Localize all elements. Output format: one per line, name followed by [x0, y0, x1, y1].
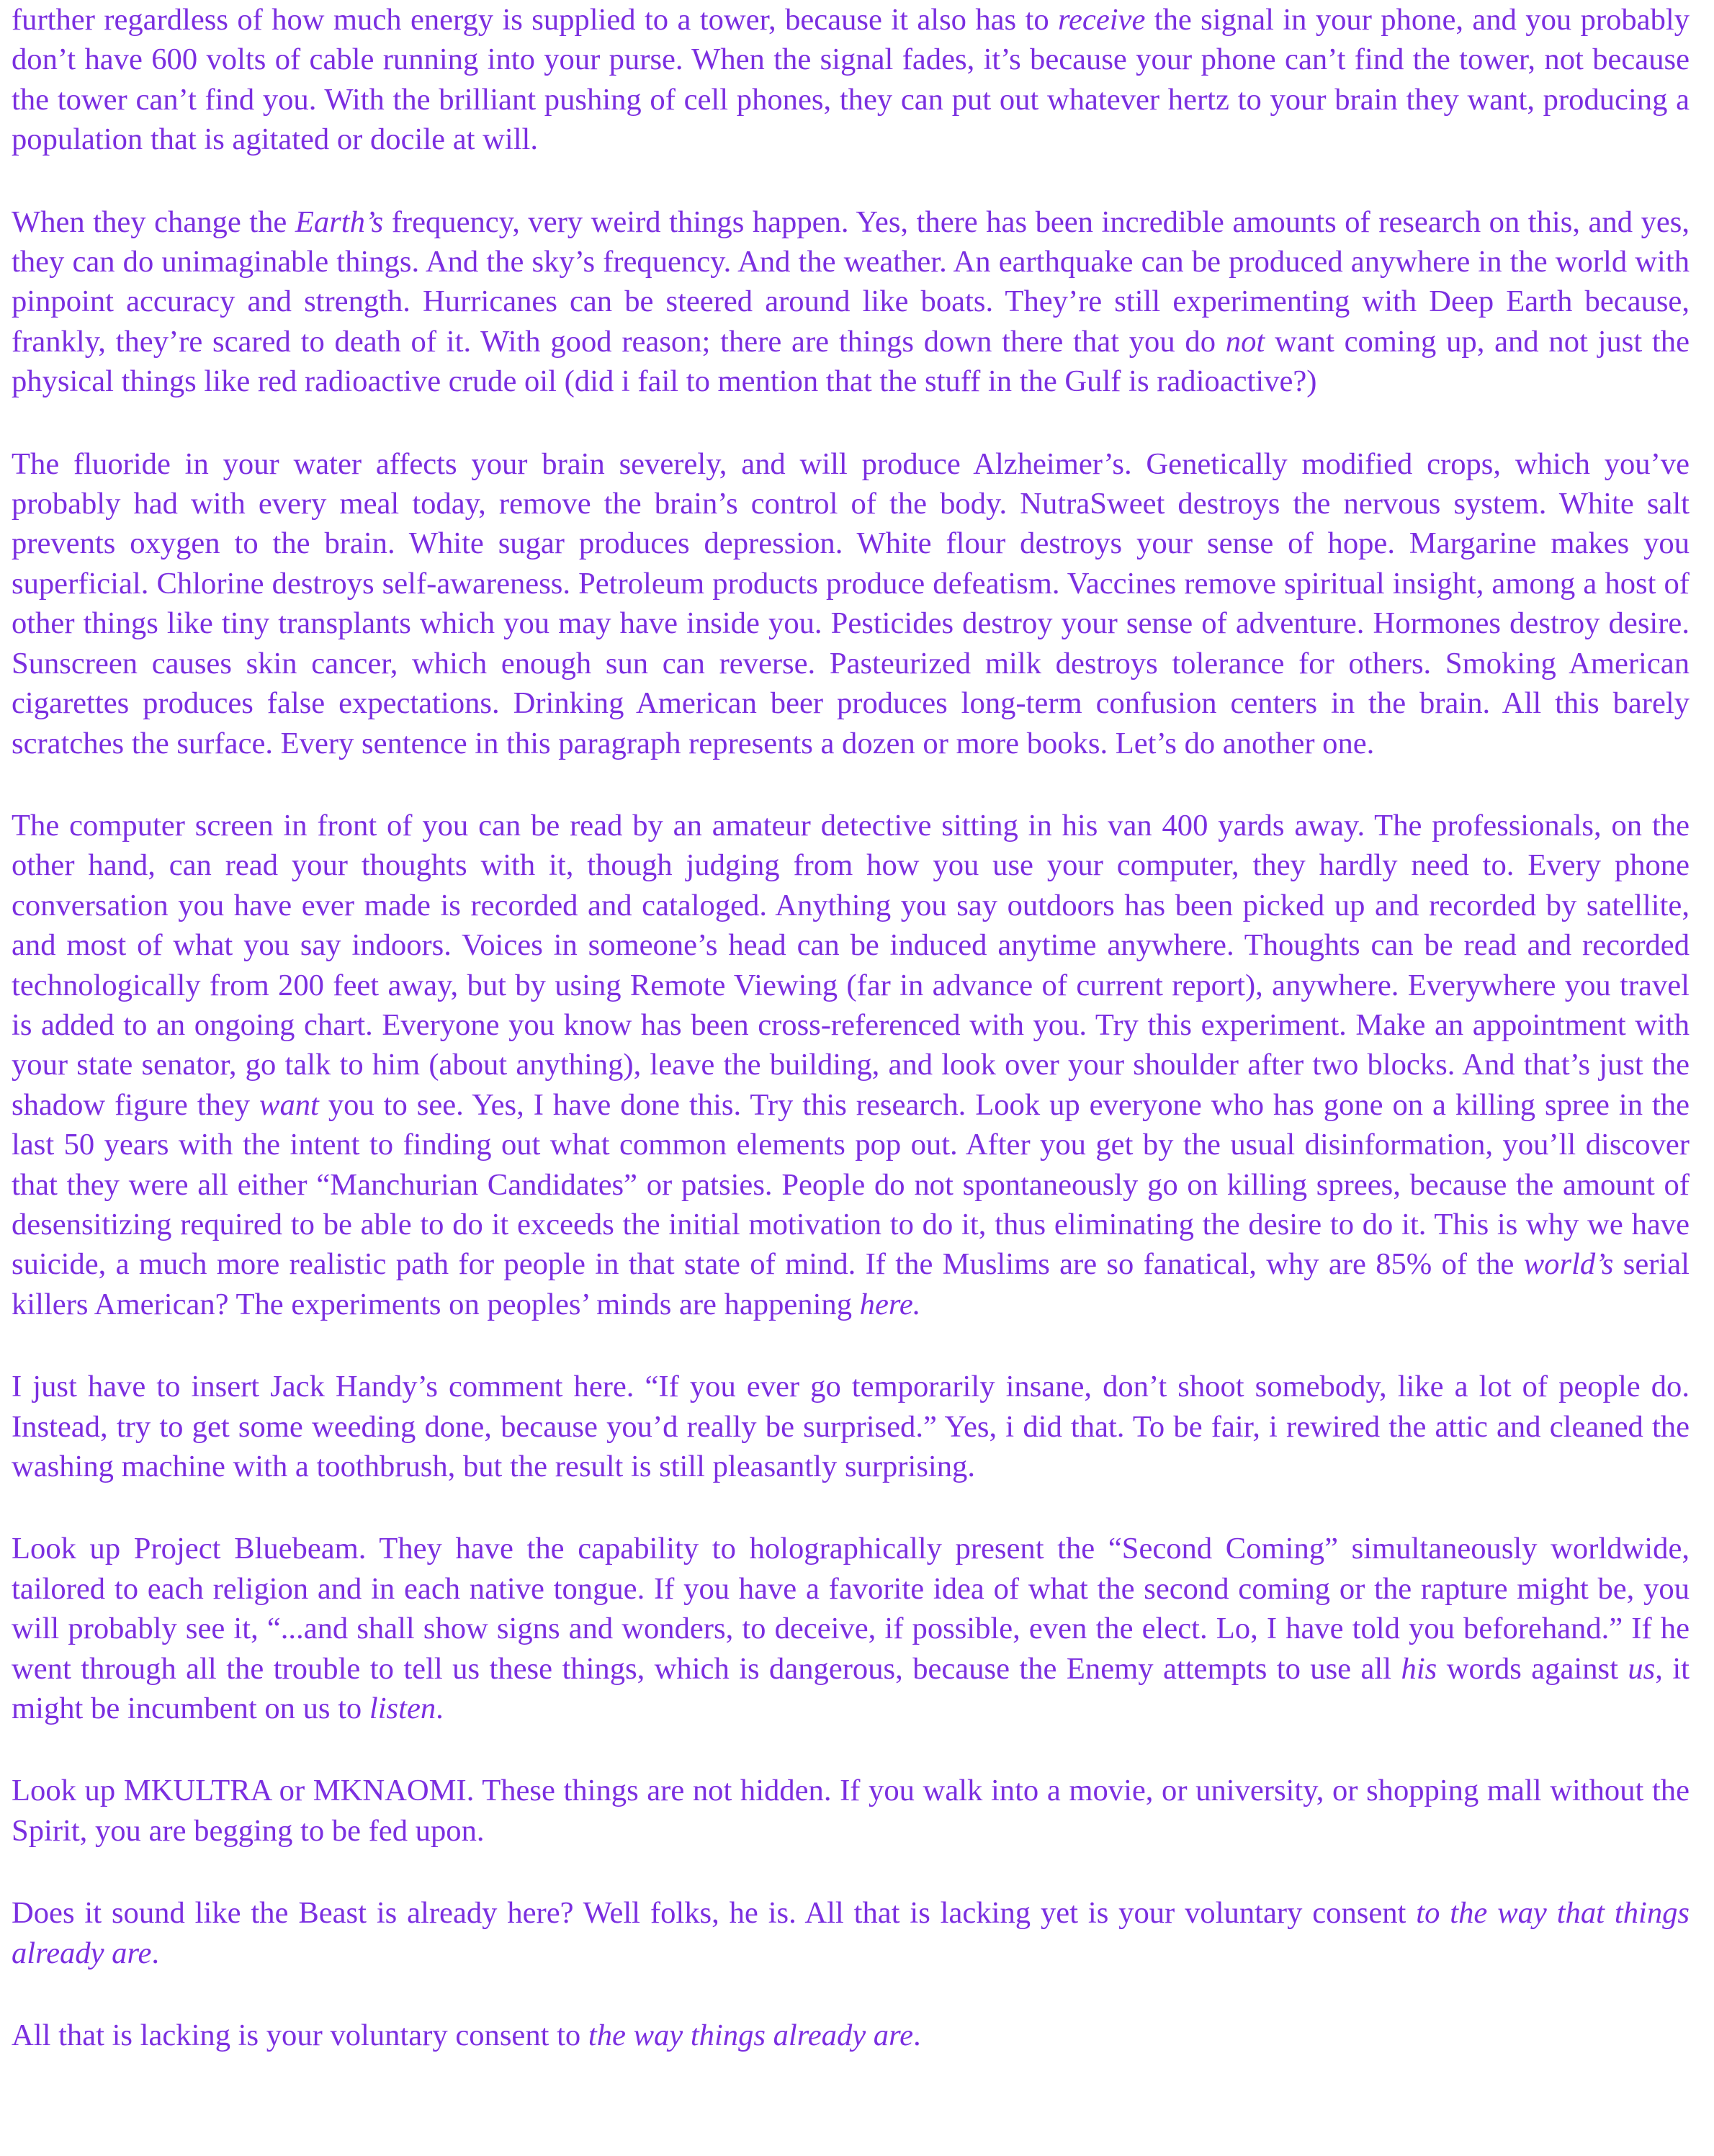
document-body	[12, 0, 1690, 2055]
text-run: .	[436, 1692, 444, 1726]
paragraph	[12, 1529, 1690, 1728]
text-run: Does it sound like the Beast is already here? Well folks, he is. All that is lacking yet is your voluntary consent	[12, 1896, 1417, 1931]
italic-text: here.	[859, 1287, 921, 1321]
italic-text: to the way that things already are	[12, 1896, 1690, 1970]
text-run: The fluoride in your water affects your brain severely, and will produce Alzheimer’s. Genetically modified crops, which you’ve probably had with every meal today, remove the brain’s control of the body. NutraSweet destroys the nervous system. White salt prevents oxygen to the brain. White sugar produces depression. White flour destroys your sense of hope. Margarine makes you superficial. Chlorine destroys self-awareness. Petroleum products produce defeatism. Vaccines remove spiritual insight, among a host of other things like tiny transplants which you may have inside you. Pesticides destroy your sense of adventure. Hormones destroy desire. Sunscreen causes skin cancer, which enough sun can reverse. Pasteurized milk destroys tolerance for others. Smoking American cigarettes produces false expectations. Drinking American beer produces long-term confusion centers in the brain. All this barely scratches the surface. Every sentence in this paragraph represents a dozen or more books. Let’s do another one.	[12, 446, 1690, 760]
paragraph	[12, 202, 1690, 402]
text-run: words against	[1437, 1651, 1628, 1686]
italic-text: us	[1628, 1651, 1656, 1686]
italic-text: his	[1401, 1651, 1437, 1686]
text-run: Look up MKULTRA or MKNAOMI. These things are not hidden. If you walk into a movie, or university, or shopping mall without the Spirit, you are begging to be fed upon.	[12, 1774, 1690, 1848]
text-run: .	[913, 2018, 921, 2053]
paragraph	[12, 806, 1690, 1324]
paragraph	[12, 2016, 1690, 2055]
text-run: .	[151, 1936, 160, 1970]
italic-text: world’s	[1523, 1247, 1614, 1282]
italic-text: the way things already are	[588, 2018, 913, 2053]
paragraph	[12, 1771, 1690, 1851]
paragraph	[12, 1893, 1690, 1973]
paragraph	[12, 444, 1690, 763]
text-run: Look up Project Bluebeam. They have the capability to holographically present the “Second Coming” simultaneously worldwide, tailored to each religion and in each native tongue. If you have a favorite idea of what the second coming or the rapture might be, you will probably see it, “...and shall show signs and wonders, to deceive, if possible, even the elect. Lo, I have told you beforehand.” If he went through all the trouble to tell us these things, which is dangerous, because the Enemy attempts to use all	[12, 1532, 1690, 1686]
text-run: When they change the	[12, 205, 295, 239]
text-run: I just have to insert Jack Handy’s comment here. “If you ever go temporarily insane, don’t shoot somebody, like a lot of people do. Instead, try to get some weeding done, because you’d really be surprised.” Yes, i did that. To be fair, i rewired the attic and cleaned the washing machine with a toothbrush, but the result is still pleasantly surprising.	[12, 1370, 1690, 1483]
text-run: further regardless of how much energy is supplied to a tower, because it also has to	[12, 3, 1059, 37]
paragraph	[12, 0, 1690, 160]
text-run: , it might be incumbent on us to	[12, 1651, 1690, 1726]
text-run: The computer screen in front of you can be read by an amateur detective sitting in his van 400 yards away. The professionals, on the other hand, can read your thoughts with it, though judging from how you use your computer, they hardly need to. Every phone conversation you have ever made is recorded and cataloged. Anything you say outdoors has been picked up and recorded by satellite, and most of what you say indoors. Voices in someone’s head can be induced anytime anywhere. Thoughts can be read and recorded technologically from 200 feet away, but by using Remote Viewing (far in advance of current report), anywhere. Everywhere you travel is added to an ongoing chart. Everyone you know has been cross-referenced with you. Try this experiment. Make an appointment with your state senator, go talk to him (about anything), leave the building, and look over your shoulder after two blocks. And that’s just the shadow figure they	[12, 808, 1690, 1122]
italic-text: listen	[369, 1692, 436, 1726]
text-run: frequency, very weird things happen. Yes, there has been incredible amounts of research on this, and yes, they can do unimaginable things. And the sky’s frequency. And the weather. An earthquake can be produced anywhere in the world with pinpoint accuracy and strength. Hurricanes can be steered around like boats. They’re still experimenting with Deep Earth because, frankly, they’re scared to death of it. With good reason; there are things down there that you do	[12, 205, 1690, 359]
paragraph	[12, 1367, 1690, 1486]
text-run: serial killers American? The experiments on peoples’ minds are happening	[12, 1247, 1690, 1321]
text-run: the signal in your phone, and you probably don’t have 600 volts of cable running into your purse. When the signal fades, it’s because your phone can’t find the tower, not because the tower can’t find you. With the brilliant pushing of cell phones, they can put out whatever hertz to your brain they want, producing a population that is agitated or docile at will.	[12, 3, 1690, 157]
italic-text: not	[1225, 324, 1265, 359]
text-run: you to see. Yes, I have done this. Try this research. Look up everyone who has gone on a killing spree in the last 50 years with the intent to finding out what common elements pop out. After you get by the usual disinformation, you’ll discover that they were all either “Manchurian Candidates” or patsies. People do not spontaneously go on killing sprees, because the amount of desensitizing required to be able to do it exceeds the initial motivation to do it, thus eliminating the desire to do it. This is why we have suicide, a much more realistic path for people in that state of mind. If the Muslims are so fanatical, why are 85% of the	[12, 1087, 1690, 1282]
text-run: All that is lacking is your voluntary consent to	[12, 2018, 588, 2053]
italic-text: receive	[1058, 3, 1146, 37]
italic-text: want	[259, 1087, 319, 1122]
text-run: want coming up, and not just the physical things like red radioactive crude oil (did i fail to mention that the stuff in the Gulf is radioactive?)	[12, 324, 1690, 399]
italic-text: Earth’s	[295, 205, 384, 239]
